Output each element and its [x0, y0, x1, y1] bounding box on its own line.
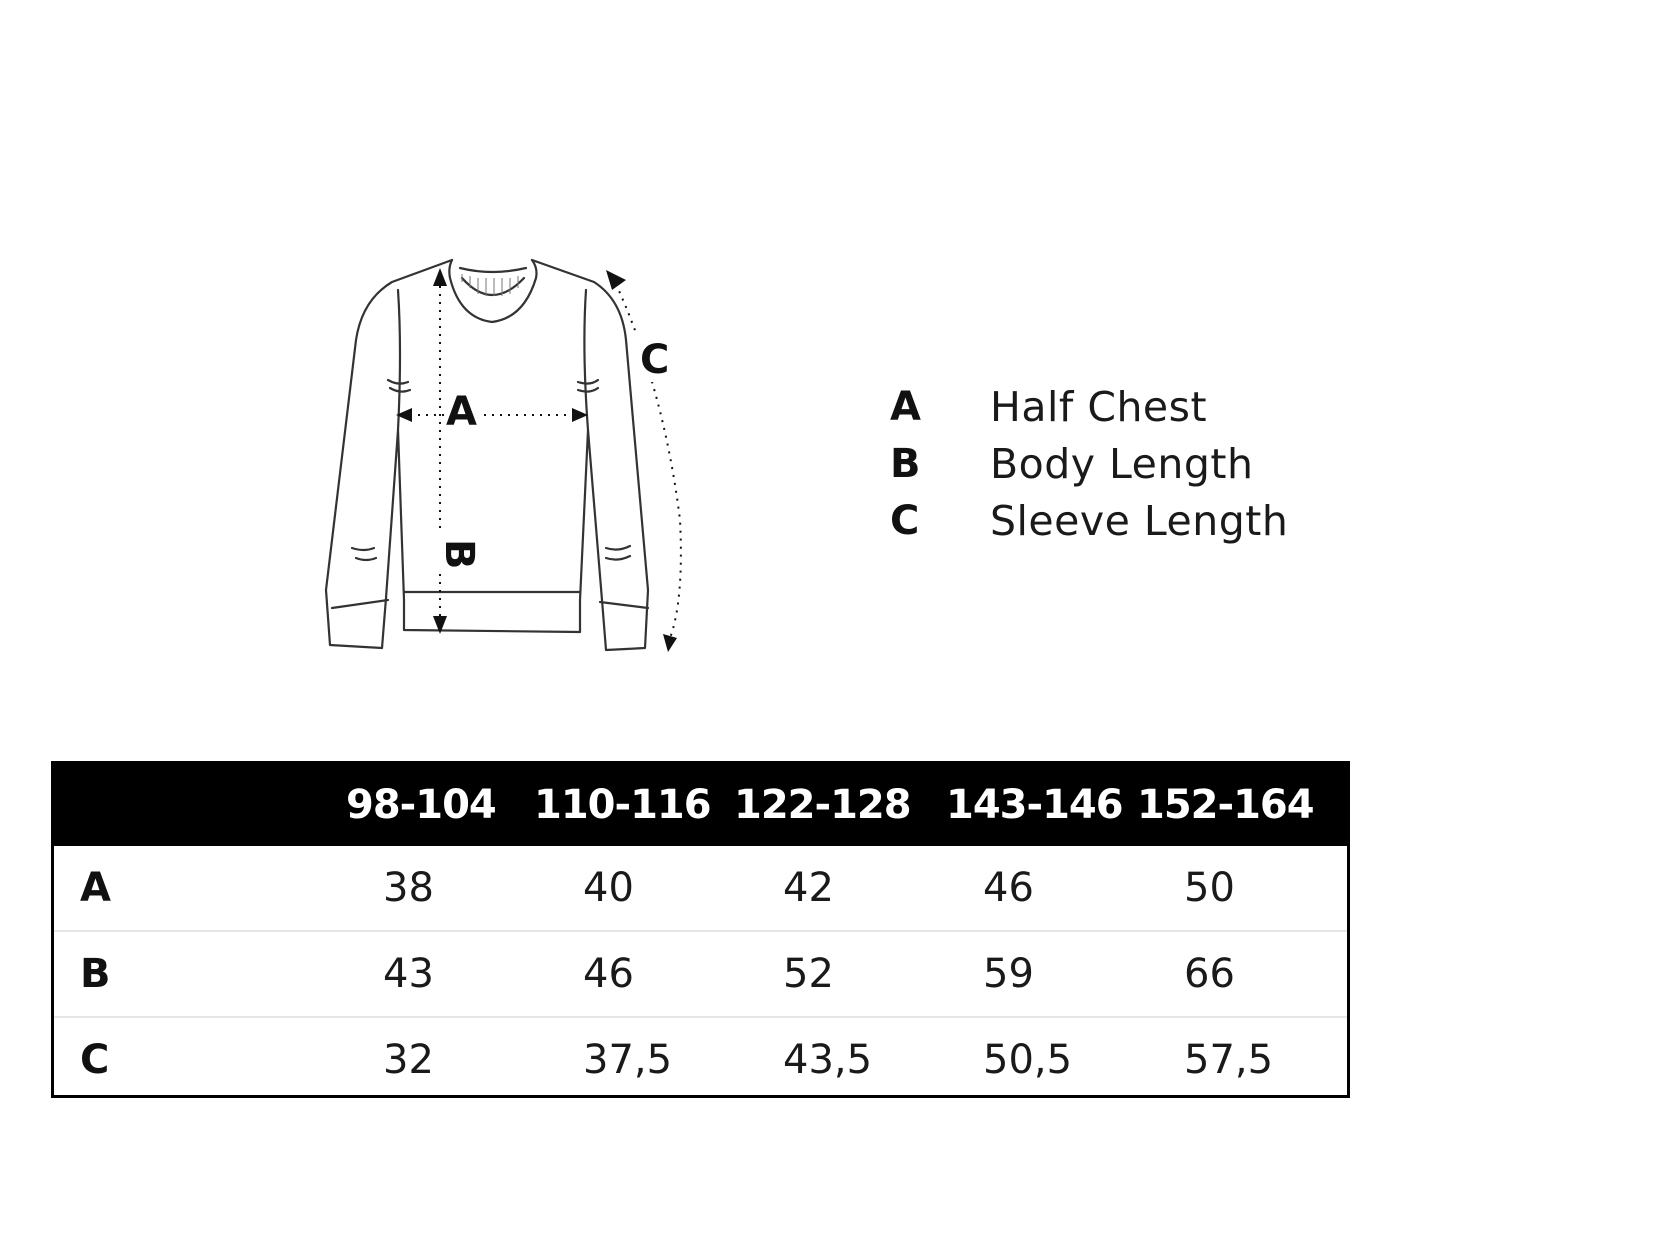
- table-cell: 46: [583, 951, 634, 997]
- arrow-c-top-icon: [606, 270, 626, 290]
- legend-label: Body Length: [990, 439, 1254, 488]
- legend-row: [890, 378, 1288, 435]
- marker-b: B: [436, 539, 482, 570]
- row-key: A: [80, 865, 111, 911]
- sweatshirt-outline: [326, 260, 648, 650]
- measurement-legend: [890, 378, 1288, 549]
- table-cell: 38: [383, 865, 434, 911]
- legend-row: [890, 435, 1288, 492]
- legend-label: Half Chest: [990, 382, 1208, 431]
- size-header: 122-128: [734, 782, 911, 828]
- legend-key: B: [890, 440, 921, 487]
- legend-label: Sleeve Length: [990, 496, 1289, 545]
- legend-key: A: [890, 383, 921, 430]
- arrow-c-bottom-icon: [663, 634, 677, 652]
- arrow-b-up-icon: [433, 268, 447, 286]
- size-table: [51, 761, 1350, 1098]
- legend-row: [890, 492, 1288, 549]
- table-cell: 57,5: [1184, 1037, 1274, 1083]
- table-row: [54, 932, 1347, 1018]
- marker-a: A: [446, 389, 477, 435]
- table-cell: 59: [983, 951, 1034, 997]
- table-cell: 50,5: [983, 1037, 1073, 1083]
- table-row: [54, 846, 1347, 932]
- size-header: 143-146: [946, 782, 1123, 828]
- table-cell: 52: [783, 951, 834, 997]
- row-key: C: [80, 1037, 110, 1083]
- marker-c: C: [640, 337, 670, 383]
- table-cell: 42: [783, 865, 834, 911]
- row-key: B: [80, 951, 111, 997]
- table-cell: 50: [1184, 865, 1235, 911]
- table-cell: 66: [1184, 951, 1235, 997]
- table-row: [54, 1018, 1347, 1102]
- size-header: 98-104: [346, 782, 496, 828]
- table-cell: 32: [383, 1037, 434, 1083]
- neckband-ribbing: [462, 274, 518, 296]
- table-cell: 40: [583, 865, 634, 911]
- table-cell: 46: [983, 865, 1034, 911]
- table-cell: 37,5: [583, 1037, 673, 1083]
- size-header: 152-164: [1137, 782, 1314, 828]
- table-header: [54, 764, 1347, 846]
- table-cell: 43: [383, 951, 434, 997]
- table-cell: 43,5: [783, 1037, 873, 1083]
- size-header: 110-116: [534, 782, 711, 828]
- legend-key: C: [890, 497, 920, 544]
